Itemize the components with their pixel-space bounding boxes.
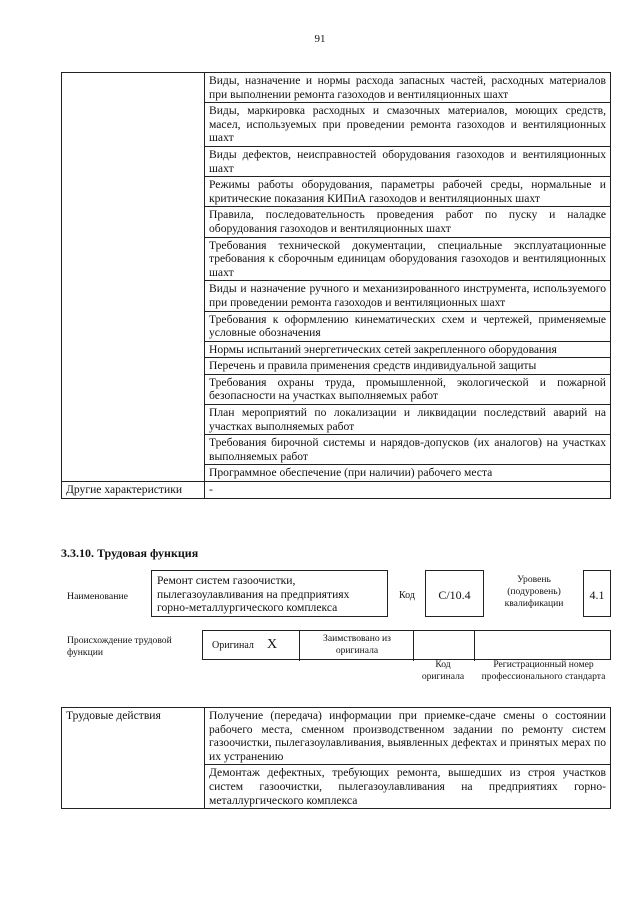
actions-table: [61, 707, 611, 809]
knowledge-row: Требования к оформлению кинематических схем и чертежей, применяемые условные обозначения: [205, 311, 611, 341]
origin-label: Происхождение трудовой функции: [67, 635, 172, 658]
section-heading: 3.3.10. Трудовая функция: [61, 546, 199, 560]
knowledge-row: Требования технической документации, специальные эксплуатационные требования к сборочным единицам оборудования газоходов и вентиляционных шахт: [205, 237, 611, 281]
knowledge-row: Виды, назначение и нормы расхода запасных частей, расходных материалов при выполнении ремонта газоходов и вентиляционных шахт: [205, 73, 611, 103]
page-number: 91: [314, 33, 326, 45]
action-row: Демонтаж дефектных, требующих ремонта, вышедших из строя участков систем газоочистки, пылегазоулавливания на предприятиях горно-металлургического комплекса: [205, 765, 611, 809]
action-row: Получение (передача) информации при приемке-сдаче смены о состоянии рабочего места, сменном производственном задании по ремонту систем газоочистки, пылегазоулавливания, выявленных дефектах и принятых мерах по их устранению: [205, 708, 611, 765]
divider: [474, 630, 475, 661]
borrowed-label: Заимствовано из оригинала: [323, 633, 391, 656]
knowledge-row: Виды, маркировка расходных и смазочных материалов, моющих средств, масел, используемых при проведении ремонта газоходов и вентиляционных шахт: [205, 103, 611, 147]
actions-label: Трудовые действия: [62, 708, 205, 809]
knowledge-label-cell: [62, 73, 205, 482]
level-box: 4.1: [583, 570, 611, 617]
function-name-box: Ремонт систем газоочистки, пылегазоулавливания на предприятиях горно-металлургического комплекса: [151, 570, 388, 617]
original-mark: X: [267, 637, 278, 652]
knowledge-row: Перечень и правила применения средств индивидуальной защиты: [205, 358, 611, 375]
level-label: Уровень (подуровень) квалификации: [504, 574, 564, 609]
code-original-caption: Код оригинала: [421, 659, 465, 682]
knowledge-row: План мероприятий по локализации и ликвидации последствий аварий на участках выполняемых работ: [205, 405, 611, 435]
code-box: С/10.4: [425, 570, 484, 617]
knowledge-row: Требования охраны труда, промышленной, экологической и пожарной безопасности на участках выполняемых работ: [205, 374, 611, 404]
other-characteristics-value: -: [205, 482, 611, 499]
code-label: Код: [399, 590, 415, 601]
registration-caption: Регистрационный номер профессионального стандарта: [481, 659, 606, 682]
knowledge-row: Требования бирочной системы и нарядов-допусков (их аналогов) на участках выполняемых работ: [205, 435, 611, 465]
divider: [299, 630, 300, 661]
original-label: Оригинал: [212, 640, 254, 651]
name-label: Наименование: [67, 591, 129, 602]
divider: [413, 630, 414, 661]
knowledge-row: Правила, последовательность проведения работ по пуску и наладке оборудования газоходов и вентиляционных шахт: [205, 207, 611, 237]
other-characteristics-label: Другие характеристики: [62, 482, 205, 499]
knowledge-table: [61, 72, 611, 499]
knowledge-row: Режимы работы оборудования, параметры рабочей среды, нормальные и критические показания КИПиА газоходов и вентиляционных шахт: [205, 177, 611, 207]
knowledge-row: Программное обеспечение (при наличии) рабочего места: [205, 465, 611, 482]
knowledge-row: Виды и назначение ручного и механизированного инструмента, используемого при проведении ремонта газоходов и вентиляционных шахт: [205, 281, 611, 311]
knowledge-row: Нормы испытаний энергетических сетей закрепленного оборудования: [205, 341, 611, 358]
origin-table: [202, 630, 611, 660]
knowledge-row: Виды дефектов, неисправностей оборудования газоходов и вентиляционных шахт: [205, 146, 611, 176]
